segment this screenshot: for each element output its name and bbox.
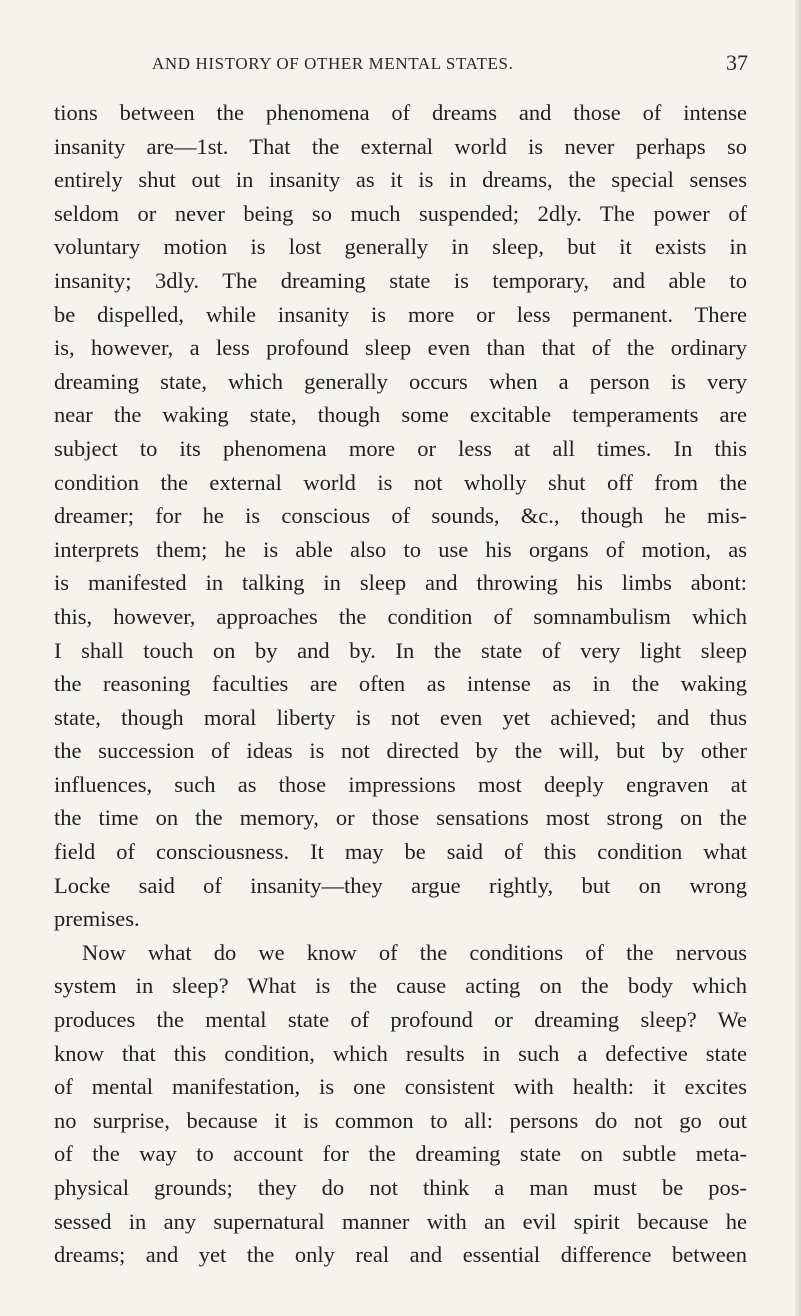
text-line: dreams; and yet the only real and essential difference between (54, 1242, 747, 1268)
text-line: no surprise, because it is common to all: persons do not go out (54, 1107, 747, 1133)
text-line: influences, such as those impressions most deeply engraven at (54, 771, 747, 797)
text-line: of mental manifestation, is one consistent with health: it excites (54, 1074, 747, 1100)
text-line: the reasoning faculties are often as intense as in the waking (54, 671, 747, 697)
text-line: dreaming state, which generally occurs when a person is very (54, 368, 747, 394)
text-line: know that this condition, which results in such a defective state (54, 1040, 747, 1066)
text-line: condition the external world is not wholly shut off from the (54, 469, 747, 495)
text-line: this, however, approaches the condition of somnambulism which (54, 603, 747, 629)
text-line: field of consciousness. It may be said of this condition what (54, 839, 747, 865)
text-line: the time on the memory, or those sensations most strong on the (54, 805, 747, 831)
text-line: near the waking state, though some excitable temperaments are (54, 402, 747, 428)
text-line: produces the mental state of profound or dreaming sleep? We (54, 1007, 747, 1033)
text-line: dreamer; for he is conscious of sounds, &c., though he mis- (54, 503, 747, 529)
text-line: state, though moral liberty is not even yet achieved; and thus (54, 704, 747, 730)
text-line: is, however, a less profound sleep even than that of the ordinary (54, 335, 747, 361)
text-line: insanity are—1st. That the external world is never perhaps so (54, 133, 747, 159)
text-line: Locke said of insanity—they argue rightly, but on wrong (54, 872, 747, 898)
text-line: tions between the phenomena of dreams and those of intense (54, 100, 747, 125)
text-line: of the way to account for the dreaming state on subtle meta- (54, 1141, 747, 1167)
text-line: I shall touch on by and by. In the state of very light sleep (54, 637, 747, 663)
text-line: entirely shut out in insanity as it is in dreams, the special senses (54, 167, 747, 193)
body-text (54, 96, 747, 1272)
text-line: seldom or never being so much suspended; 2dly. The power of (54, 200, 747, 226)
text-line: be dispelled, while insanity is more or less permanent. There (54, 301, 747, 327)
text-line: insanity; 3dly. The dreaming state is temporary, and able to (54, 267, 747, 293)
page-number: 37 (726, 50, 748, 75)
text-line: physical grounds; they do not think a man must be pos- (54, 1175, 747, 1200)
running-head: AND HISTORY OF OTHER MENTAL STATES. (152, 54, 514, 73)
text-line: is manifested in talking in sleep and throwing his limbs abont: (54, 570, 747, 596)
text-line: sessed in any supernatural manner with an evil spirit because he (54, 1208, 747, 1234)
text-line: system in sleep? What is the cause acting on the body which (54, 973, 747, 999)
text-line: premises. (54, 906, 140, 932)
text-line: subject to its phenomena more or less at all times. In this (54, 435, 747, 461)
text-line: Now what do we know of the conditions of the nervous (82, 939, 747, 965)
page-edge-shadow (795, 0, 801, 1316)
text-line: the succession of ideas is not directed by the will, but by other (54, 738, 747, 764)
text-line: interprets them; he is able also to use his organs of motion, as (54, 536, 747, 562)
text-line: voluntary motion is lost generally in sleep, but it exists in (54, 234, 747, 260)
